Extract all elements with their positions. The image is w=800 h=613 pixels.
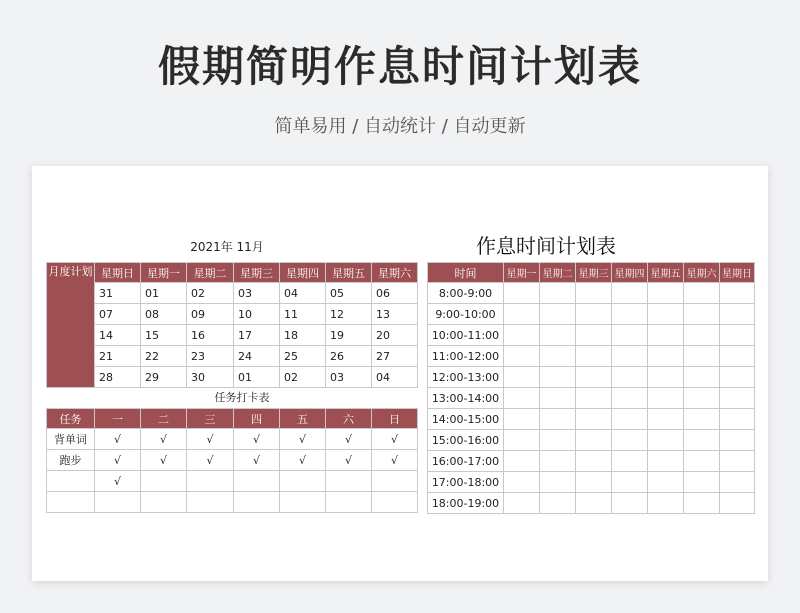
- schedule-cell[interactable]: [612, 283, 648, 304]
- checkin-mark-cell[interactable]: [234, 471, 280, 492]
- schedule-cell[interactable]: [612, 304, 648, 325]
- calendar-week-row: [47, 367, 418, 388]
- checkin-day-header: 三: [187, 409, 234, 429]
- checkin-mark-cell[interactable]: √: [95, 429, 141, 450]
- schedule-cell[interactable]: [504, 409, 540, 430]
- schedule-cell[interactable]: [504, 493, 540, 514]
- checkin-task-cell[interactable]: 跑步: [47, 450, 95, 471]
- schedule-cell[interactable]: [576, 304, 612, 325]
- checkin-task-cell[interactable]: [47, 492, 95, 513]
- calendar-day-cell[interactable]: 26: [326, 346, 372, 367]
- calendar-day-cell[interactable]: 20: [372, 325, 418, 346]
- calendar-day-cell[interactable]: 04: [372, 367, 418, 388]
- checkin-mark-cell[interactable]: [234, 492, 280, 513]
- calendar-day-cell[interactable]: 31: [95, 283, 141, 304]
- schedule-cell[interactable]: [576, 367, 612, 388]
- schedule-cell[interactable]: [684, 430, 720, 451]
- schedule-cell[interactable]: [540, 283, 576, 304]
- schedule-cell[interactable]: [612, 409, 648, 430]
- schedule-time-cell: 18:00-19:00: [428, 493, 504, 514]
- calendar-weekday-header: 星期六: [372, 263, 418, 283]
- schedule-cell[interactable]: [720, 325, 755, 346]
- checkin-task-header: 任务: [47, 409, 95, 429]
- calendar-weekday-header: 星期四: [280, 263, 326, 283]
- schedule-row: [428, 472, 755, 493]
- checkin-mark-cell[interactable]: [372, 471, 418, 492]
- calendar-day-cell[interactable]: 14: [95, 325, 141, 346]
- schedule-cell[interactable]: [540, 304, 576, 325]
- calendar-day-cell[interactable]: 07: [95, 304, 141, 325]
- checkin-mark-cell[interactable]: √: [372, 450, 418, 471]
- calendar-day-cell[interactable]: 13: [372, 304, 418, 325]
- calendar-week-row: [47, 346, 418, 367]
- calendar-weekday-header: 星期三: [234, 263, 280, 283]
- checkin-table: [46, 408, 418, 513]
- schedule-cell[interactable]: [540, 388, 576, 409]
- schedule-row: [428, 283, 755, 304]
- schedule-weekday-header: 星期日: [720, 263, 755, 283]
- calendar-day-cell[interactable]: 09: [187, 304, 234, 325]
- calendar-weekday-header: 星期一: [141, 263, 187, 283]
- schedule-time-header: 时间: [428, 263, 504, 283]
- schedule-row: [428, 430, 755, 451]
- schedule-row: [428, 409, 755, 430]
- schedule-cell[interactable]: [504, 325, 540, 346]
- checkin-mark-cell[interactable]: √: [326, 429, 372, 450]
- schedule-cell[interactable]: [612, 472, 648, 493]
- calendar-day-cell[interactable]: 27: [372, 346, 418, 367]
- checkin-day-header: 一: [95, 409, 141, 429]
- calendar-day-cell[interactable]: 03: [326, 367, 372, 388]
- schedule-cell[interactable]: [684, 409, 720, 430]
- calendar-day-cell[interactable]: 08: [141, 304, 187, 325]
- schedule-weekday-header: 星期四: [612, 263, 648, 283]
- schedule-table: [427, 262, 755, 514]
- schedule-cell[interactable]: [648, 346, 684, 367]
- calendar-day-cell[interactable]: 02: [187, 283, 234, 304]
- schedule-cell[interactable]: [684, 367, 720, 388]
- schedule-cell[interactable]: [684, 472, 720, 493]
- schedule-cell[interactable]: [648, 325, 684, 346]
- schedule-cell[interactable]: [540, 325, 576, 346]
- calendar-day-cell[interactable]: 19: [326, 325, 372, 346]
- schedule-cell[interactable]: [648, 451, 684, 472]
- checkin-mark-cell[interactable]: [187, 471, 234, 492]
- calendar-weekday-header: 星期日: [95, 263, 141, 283]
- schedule-cell[interactable]: [648, 493, 684, 514]
- schedule-row: [428, 493, 755, 514]
- schedule-cell[interactable]: [612, 388, 648, 409]
- schedule-time-cell: 16:00-17:00: [428, 451, 504, 472]
- checkin-mark-cell[interactable]: √: [234, 450, 280, 471]
- checkin-mark-cell[interactable]: [280, 471, 326, 492]
- checkin-task-cell[interactable]: [47, 471, 95, 492]
- checkin-mark-cell[interactable]: √: [95, 471, 141, 492]
- schedule-cell[interactable]: [576, 325, 612, 346]
- schedule-cell[interactable]: [540, 409, 576, 430]
- spreadsheet-card: [32, 166, 768, 581]
- schedule-cell[interactable]: [540, 367, 576, 388]
- schedule-title: 作息时间计划表: [476, 234, 616, 258]
- calendar-day-cell[interactable]: 25: [280, 346, 326, 367]
- checkin-mark-cell[interactable]: √: [95, 450, 141, 471]
- schedule-cell[interactable]: [504, 346, 540, 367]
- schedule-row: [428, 325, 755, 346]
- schedule-row: [428, 388, 755, 409]
- checkin-mark-cell[interactable]: √: [141, 450, 187, 471]
- schedule-cell[interactable]: [684, 493, 720, 514]
- schedule-weekday-header: 星期一: [504, 263, 540, 283]
- schedule-row: [428, 451, 755, 472]
- schedule-cell[interactable]: [684, 388, 720, 409]
- schedule-cell[interactable]: [576, 430, 612, 451]
- schedule-cell[interactable]: [720, 367, 755, 388]
- calendar-weekday-header: 星期五: [326, 263, 372, 283]
- schedule-cell[interactable]: [720, 493, 755, 514]
- calendar-day-cell[interactable]: 23: [187, 346, 234, 367]
- calendar-day-cell[interactable]: 29: [141, 367, 187, 388]
- schedule-cell[interactable]: [720, 472, 755, 493]
- schedule-cell[interactable]: [612, 325, 648, 346]
- checkin-mark-cell[interactable]: √: [280, 450, 326, 471]
- schedule-cell[interactable]: [504, 283, 540, 304]
- schedule-cell[interactable]: [720, 346, 755, 367]
- calendar-side-label: 月度计划: [47, 263, 95, 388]
- schedule-cell[interactable]: [504, 388, 540, 409]
- schedule-cell[interactable]: [612, 430, 648, 451]
- schedule-cell[interactable]: [648, 472, 684, 493]
- schedule-cell[interactable]: [648, 430, 684, 451]
- schedule-cell[interactable]: [720, 409, 755, 430]
- schedule-row: [428, 346, 755, 367]
- checkin-caption: 任务打卡表: [214, 391, 270, 404]
- schedule-cell[interactable]: [540, 451, 576, 472]
- schedule-cell[interactable]: [576, 283, 612, 304]
- schedule-row: [428, 304, 755, 325]
- schedule-row: [428, 367, 755, 388]
- checkin-mark-cell[interactable]: [95, 492, 141, 513]
- schedule-cell[interactable]: [540, 493, 576, 514]
- checkin-task-cell[interactable]: 背单词: [47, 429, 95, 450]
- schedule-cell[interactable]: [612, 346, 648, 367]
- schedule-cell[interactable]: [576, 472, 612, 493]
- schedule-time-cell: 12:00-13:00: [428, 367, 504, 388]
- checkin-mark-cell[interactable]: [280, 492, 326, 513]
- schedule-cell[interactable]: [540, 346, 576, 367]
- calendar-day-cell[interactable]: 03: [234, 283, 280, 304]
- schedule-cell[interactable]: [684, 304, 720, 325]
- checkin-mark-cell[interactable]: √: [234, 429, 280, 450]
- calendar-day-cell[interactable]: 18: [280, 325, 326, 346]
- calendar-table: [46, 262, 418, 388]
- calendar-day-cell[interactable]: 21: [95, 346, 141, 367]
- schedule-cell[interactable]: [648, 367, 684, 388]
- calendar-day-cell[interactable]: 17: [234, 325, 280, 346]
- schedule-cell[interactable]: [648, 283, 684, 304]
- schedule-cell[interactable]: [504, 367, 540, 388]
- calendar-day-cell[interactable]: 15: [141, 325, 187, 346]
- calendar-day-cell[interactable]: 06: [372, 283, 418, 304]
- checkin-day-header: 日: [372, 409, 418, 429]
- calendar-week-row: [47, 283, 418, 304]
- schedule-cell[interactable]: [576, 493, 612, 514]
- schedule-cell[interactable]: [504, 430, 540, 451]
- calendar-day-cell[interactable]: 22: [141, 346, 187, 367]
- schedule-time-cell: 13:00-14:00: [428, 388, 504, 409]
- checkin-mark-cell[interactable]: √: [141, 429, 187, 450]
- calendar-week-row: [47, 325, 418, 346]
- checkin-mark-cell[interactable]: √: [280, 429, 326, 450]
- schedule-cell[interactable]: [540, 472, 576, 493]
- calendar-day-cell[interactable]: 10: [234, 304, 280, 325]
- schedule-cell[interactable]: [720, 304, 755, 325]
- page-subtitle: 简单易用 / 自动统计 / 自动更新: [274, 116, 526, 137]
- schedule-cell[interactable]: [684, 325, 720, 346]
- schedule-cell[interactable]: [684, 283, 720, 304]
- calendar-day-cell[interactable]: 30: [187, 367, 234, 388]
- schedule-cell[interactable]: [720, 430, 755, 451]
- calendar-day-cell[interactable]: 01: [141, 283, 187, 304]
- schedule-cell[interactable]: [720, 283, 755, 304]
- checkin-day-header: 五: [280, 409, 326, 429]
- schedule-cell[interactable]: [504, 472, 540, 493]
- schedule-cell[interactable]: [576, 451, 612, 472]
- schedule-time-cell: 8:00-9:00: [428, 283, 504, 304]
- checkin-day-header: 二: [141, 409, 187, 429]
- calendar-day-cell[interactable]: 11: [280, 304, 326, 325]
- calendar-day-cell[interactable]: 24: [234, 346, 280, 367]
- calendar-day-cell[interactable]: 05: [326, 283, 372, 304]
- checkin-row: [47, 429, 418, 450]
- checkin-mark-cell[interactable]: √: [372, 429, 418, 450]
- checkin-mark-cell[interactable]: [141, 492, 187, 513]
- schedule-time-cell: 17:00-18:00: [428, 472, 504, 493]
- schedule-cell[interactable]: [612, 367, 648, 388]
- schedule-cell[interactable]: [648, 304, 684, 325]
- calendar-day-cell[interactable]: 02: [280, 367, 326, 388]
- calendar-weekday-header: 星期二: [187, 263, 234, 283]
- schedule-cell[interactable]: [612, 493, 648, 514]
- schedule-cell[interactable]: [504, 451, 540, 472]
- checkin-row: [47, 450, 418, 471]
- calendar-day-cell[interactable]: 16: [187, 325, 234, 346]
- schedule-cell[interactable]: [504, 304, 540, 325]
- schedule-cell[interactable]: [576, 388, 612, 409]
- schedule-cell[interactable]: [576, 346, 612, 367]
- schedule-cell[interactable]: [648, 409, 684, 430]
- calendar-day-cell[interactable]: 12: [326, 304, 372, 325]
- schedule-cell[interactable]: [648, 388, 684, 409]
- checkin-mark-cell[interactable]: [141, 471, 187, 492]
- schedule-cell[interactable]: [720, 388, 755, 409]
- calendar-caption: 2021年 11月: [190, 240, 264, 254]
- schedule-cell[interactable]: [576, 409, 612, 430]
- schedule-time-cell: 11:00-12:00: [428, 346, 504, 367]
- schedule-time-cell: 15:00-16:00: [428, 430, 504, 451]
- calendar-day-cell[interactable]: 28: [95, 367, 141, 388]
- schedule-weekday-header: 星期三: [576, 263, 612, 283]
- schedule-weekday-header: 星期六: [684, 263, 720, 283]
- calendar-day-cell[interactable]: 04: [280, 283, 326, 304]
- schedule-weekday-header: 星期五: [648, 263, 684, 283]
- schedule-time-cell: 10:00-11:00: [428, 325, 504, 346]
- checkin-row: [47, 492, 418, 513]
- schedule-cell[interactable]: [684, 451, 720, 472]
- page-title: 假期简明作息时间计划表: [157, 42, 642, 91]
- checkin-mark-cell[interactable]: [187, 492, 234, 513]
- checkin-mark-cell[interactable]: [326, 492, 372, 513]
- schedule-time-cell: 14:00-15:00: [428, 409, 504, 430]
- schedule-time-cell: 9:00-10:00: [428, 304, 504, 325]
- schedule-cell[interactable]: [540, 430, 576, 451]
- schedule-cell[interactable]: [612, 451, 648, 472]
- checkin-row: [47, 471, 418, 492]
- schedule-weekday-header: 星期二: [540, 263, 576, 283]
- schedule-cell[interactable]: [720, 451, 755, 472]
- checkin-mark-cell[interactable]: √: [326, 450, 372, 471]
- calendar-day-cell[interactable]: 01: [234, 367, 280, 388]
- checkin-day-header: 四: [234, 409, 280, 429]
- calendar-week-row: [47, 304, 418, 325]
- checkin-mark-cell[interactable]: [372, 492, 418, 513]
- checkin-mark-cell[interactable]: [326, 471, 372, 492]
- checkin-mark-cell[interactable]: √: [187, 429, 234, 450]
- schedule-cell[interactable]: [684, 346, 720, 367]
- checkin-day-header: 六: [326, 409, 372, 429]
- checkin-mark-cell[interactable]: √: [187, 450, 234, 471]
